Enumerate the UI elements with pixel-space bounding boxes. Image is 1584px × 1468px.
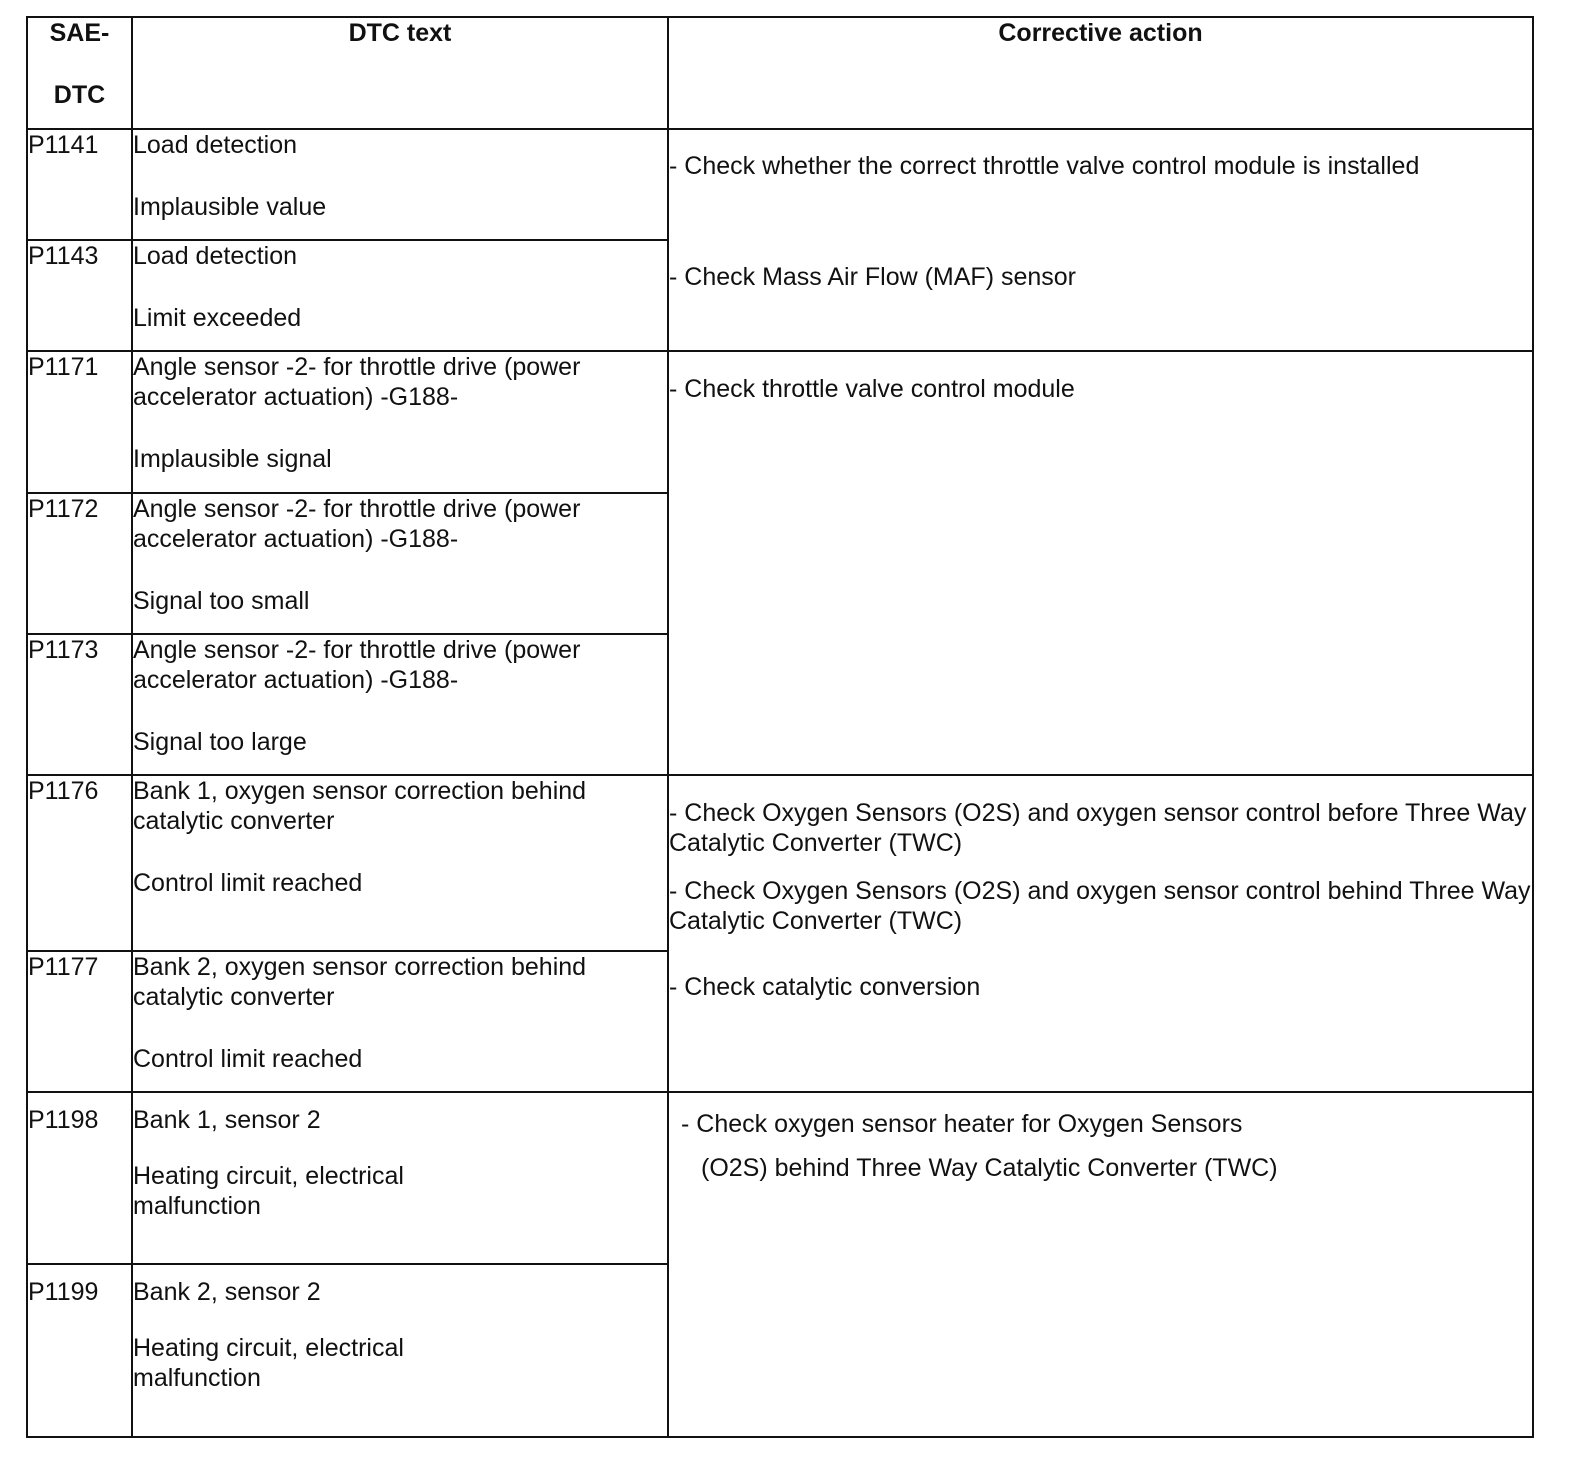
dtc-text: Angle sensor -2- for throttle drive (power accelerator actuation) -G188- Signal too large — [132, 634, 668, 775]
table-header-row — [27, 17, 1533, 129]
dtc-text: Angle sensor -2- for throttle drive (power accelerator actuation) -G188- Signal too small — [132, 493, 668, 634]
header-sae-dtc: SAE- DTC — [27, 17, 132, 129]
dtc-text: Bank 1, sensor 2 Heating circuit, electrical malfunction — [132, 1092, 668, 1264]
dtc-code: P1172 — [27, 493, 132, 634]
dtc-text: Angle sensor -2- for throttle drive (power accelerator actuation) -G188- Implausible signal — [132, 351, 668, 493]
corrective-action: - Check oxygen sensor heater for Oxygen Sensors (O2S) behind Three Way Catalytic Converter (TWC) — [668, 1092, 1533, 1437]
dtc-text: Load detection Implausible value — [132, 129, 668, 240]
dtc-code: P1177 — [27, 951, 132, 1092]
table-row — [27, 129, 1533, 240]
header-corrective-action: Corrective action — [668, 17, 1533, 129]
dtc-code: P1141 — [27, 129, 132, 240]
corrective-action: - Check throttle valve control module — [668, 351, 1533, 775]
dtc-text: Bank 2, oxygen sensor correction behind catalytic converter Control limit reached — [132, 951, 668, 1092]
header-dtc-text: DTC text — [132, 17, 668, 129]
corrective-action: - Check Oxygen Sensors (O2S) and oxygen sensor control before Three Way Catalytic Converter (TWC) - Check Oxygen Sensors (O2S) and oxygen sensor control behind Three Way Catalytic Converter (TWC) - Check catalytic conversion — [668, 775, 1533, 1092]
dtc-text: Load detection Limit exceeded — [132, 240, 668, 351]
dtc-table — [26, 16, 1534, 1438]
dtc-code: P1176 — [27, 775, 132, 951]
dtc-code: P1173 — [27, 634, 132, 775]
corrective-action: - Check whether the correct throttle valve control module is installed - Check Mass Air Flow (MAF) sensor — [668, 129, 1533, 351]
dtc-code: P1198 — [27, 1092, 132, 1264]
dtc-code: P1171 — [27, 351, 132, 493]
dtc-text: Bank 2, sensor 2 Heating circuit, electrical malfunction — [132, 1264, 668, 1437]
table-row — [27, 1092, 1533, 1264]
table-row — [27, 351, 1533, 493]
dtc-code: P1143 — [27, 240, 132, 351]
dtc-code: P1199 — [27, 1264, 132, 1437]
table-row — [27, 775, 1533, 951]
dtc-text: Bank 1, oxygen sensor correction behind catalytic converter Control limit reached — [132, 775, 668, 951]
